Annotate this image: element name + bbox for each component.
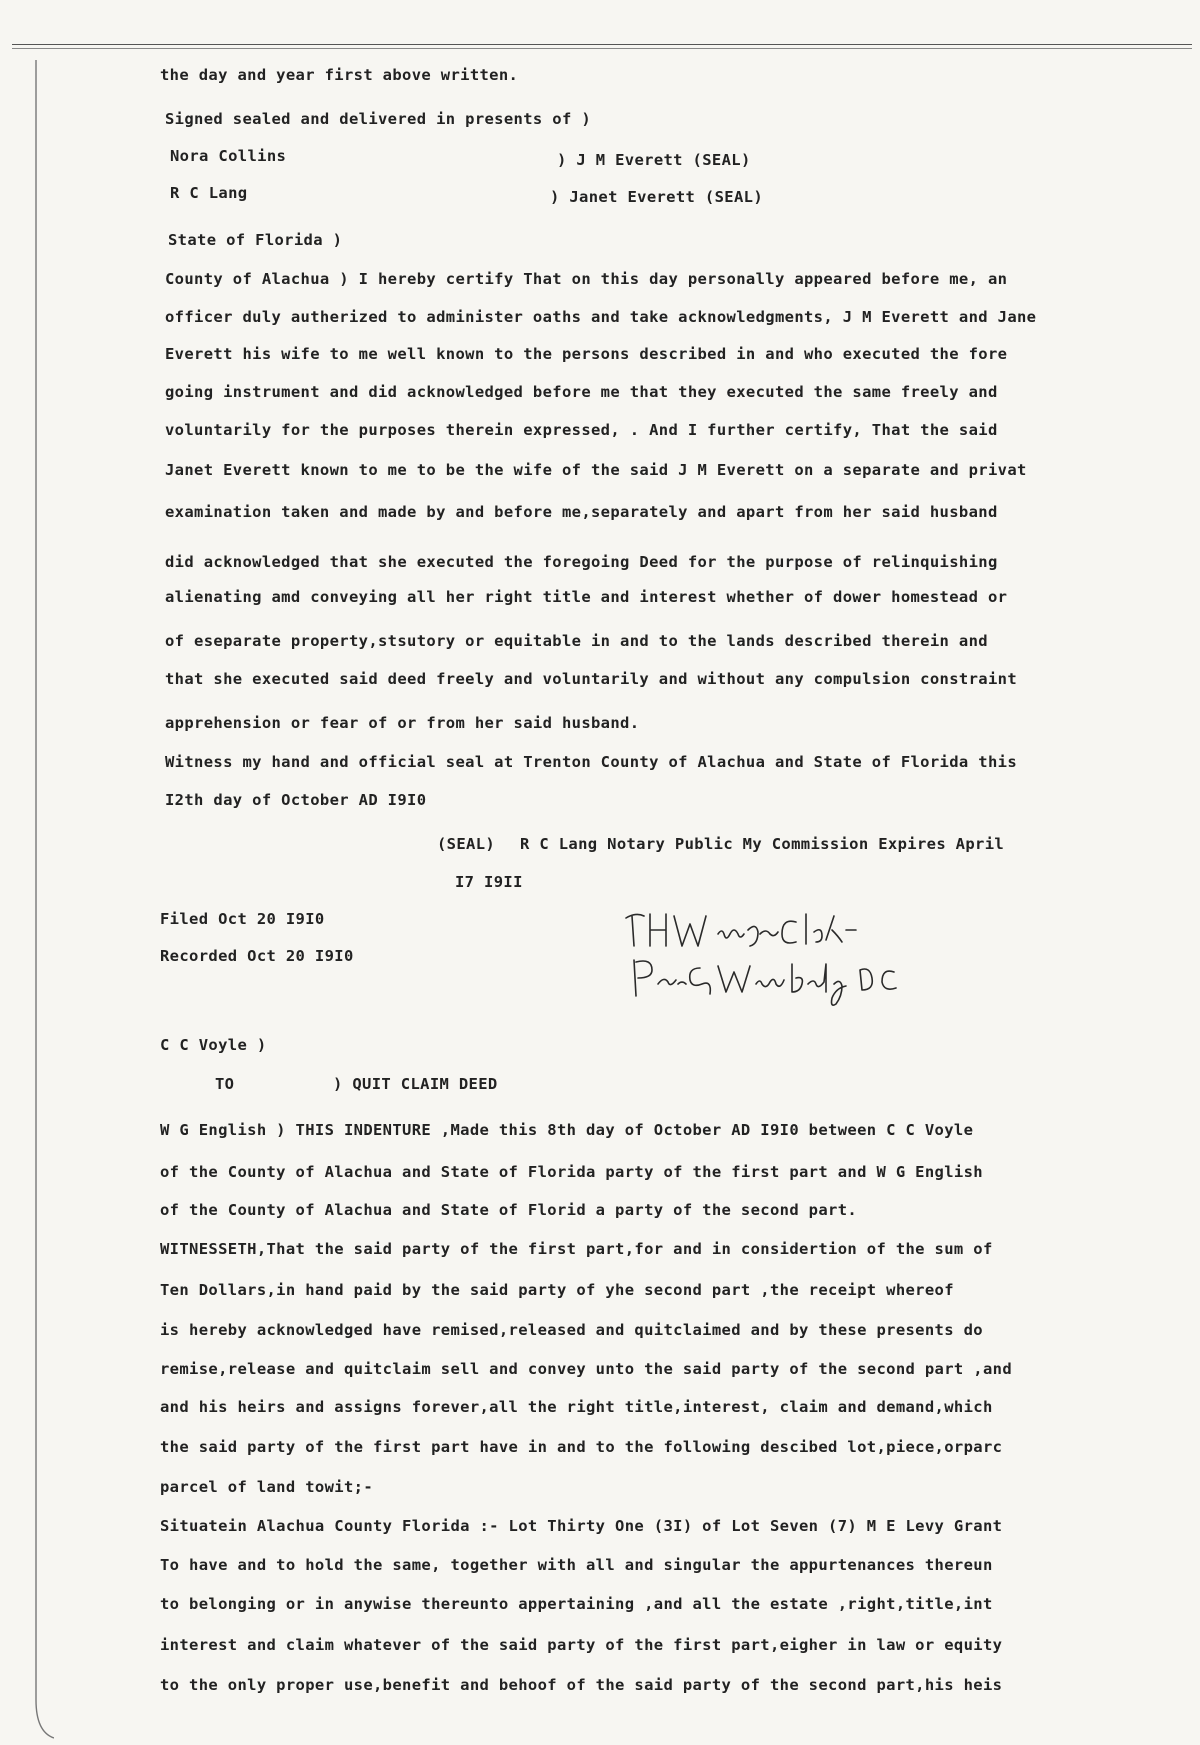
deed-line: to the only proper use,benefit and behoof of the said party of the second part,his heis bbox=[160, 1676, 1003, 1694]
acknowledgment-line: examination taken and made by and before me,separately and apart from her said husband bbox=[165, 503, 998, 521]
acknowledgment-line: apprehension or fear of or from her said husband. bbox=[165, 714, 640, 732]
filed-date: Filed Oct 20 I9I0 bbox=[160, 910, 325, 928]
signer-name: ) Janet Everett (SEAL) bbox=[550, 188, 763, 206]
witness-name: R C Lang bbox=[170, 184, 248, 202]
deed-line: remise,release and quitclaim sell and convey unto the said party of the second part ,and bbox=[160, 1360, 1012, 1378]
acknowledgment-line: Witness my hand and official seal at Trenton County of Alachua and State of Florida this bbox=[165, 753, 1017, 771]
witness-intro: Signed sealed and delivered in presents of ) bbox=[165, 110, 591, 128]
acknowledgment-line: I2th day of October AD I9I0 bbox=[165, 791, 427, 809]
acknowledgment-line: voluntarily for the purposes therein expressed, . And I further certify, That the said bbox=[165, 421, 998, 439]
acknowledgment-line: Janet Everett known to me to be the wife of the said J M Everett on a separate and privat bbox=[165, 461, 1027, 479]
deed-line: of the County of Alachua and State of Florida party of the first part and W G English bbox=[160, 1163, 983, 1181]
deed-line: the said party of the first part have in and to the following descibed lot,piece,orparc bbox=[160, 1438, 1003, 1456]
deed-line: W G English ) THIS INDENTURE ,Made this 8th day of October AD I9I0 between C C Voyle bbox=[160, 1121, 974, 1139]
state-line: State of Florida ) bbox=[168, 231, 343, 249]
top-border-rule bbox=[12, 44, 1192, 45]
recorded-date: Recorded Oct 20 I9I0 bbox=[160, 947, 354, 965]
acknowledgment-line: Everett his wife to me well known to the persons described in and who executed the fore bbox=[165, 345, 1008, 363]
deed-line: and his heirs and assigns forever,all the right title,interest, claim and demand,which bbox=[160, 1398, 993, 1416]
notary-line: R C Lang Notary Public My Commission Expires April bbox=[520, 835, 1005, 853]
notary-seal-label: (SEAL) bbox=[437, 835, 496, 853]
top-border-rule-inner bbox=[12, 48, 1192, 49]
deed-type-heading: ) QUIT CLAIM DEED bbox=[333, 1075, 498, 1093]
acknowledgment-line: going instrument and did acknowledged before me that they executed the same freely and bbox=[165, 383, 998, 401]
acknowledgment-line: of eseparate property,stsutory or equitable in and to the lands described therein and bbox=[165, 632, 988, 650]
acknowledgment-line: alienating amd conveying all her right title and interest whether of dower homestead or bbox=[165, 588, 1008, 606]
deed-to-label: TO bbox=[215, 1075, 235, 1093]
page-edge-curve bbox=[14, 60, 54, 1740]
deed-grantor: C C Voyle ) bbox=[160, 1036, 267, 1054]
clerk-signature bbox=[620, 900, 940, 1010]
witness-name: Nora Collins bbox=[170, 147, 287, 165]
acknowledgment-line: officer duly autherized to administer oaths and take acknowledgments, J M Everett and Jane bbox=[165, 308, 1037, 326]
deed-line: Ten Dollars,in hand paid by the said party of yhe second part ,the receipt whereof bbox=[160, 1281, 954, 1299]
closing-line: the day and year first above written. bbox=[160, 66, 519, 84]
acknowledgment-line: did acknowledged that she executed the foregoing Deed for the purpose of relinquishing bbox=[165, 553, 998, 571]
acknowledgment-line: County of Alachua ) I hereby certify That on this day personally appeared before me, an bbox=[165, 270, 1008, 288]
deed-line: WITNESSETH,That the said party of the first part,for and in considertion of the sum of bbox=[160, 1240, 993, 1258]
acknowledgment-line: that she executed said deed freely and voluntarily and without any compulsion constraint bbox=[165, 670, 1017, 688]
deed-line: to belonging or in anywise thereunto appertaining ,and all the estate ,right,title,int bbox=[160, 1595, 993, 1613]
deed-line: parcel of land towit;- bbox=[160, 1478, 373, 1496]
deed-line: of the County of Alachua and State of Florid a party of the second part. bbox=[160, 1201, 858, 1219]
deed-line: is hereby acknowledged have remised,released and quitclaimed and by these presents do bbox=[160, 1321, 983, 1339]
commission-expiry: I7 I9II bbox=[455, 873, 523, 891]
deed-line: interest and claim whatever of the said party of the first part,eigher in law or equity bbox=[160, 1636, 1003, 1654]
signer-name: ) J M Everett (SEAL) bbox=[557, 151, 751, 169]
deed-line: To have and to hold the same, together with all and singular the appurtenances thereun bbox=[160, 1556, 993, 1574]
deed-line: Situatein Alachua County Florida :- Lot Thirty One (3I) of Lot Seven (7) M E Levy Grant bbox=[160, 1517, 1003, 1535]
